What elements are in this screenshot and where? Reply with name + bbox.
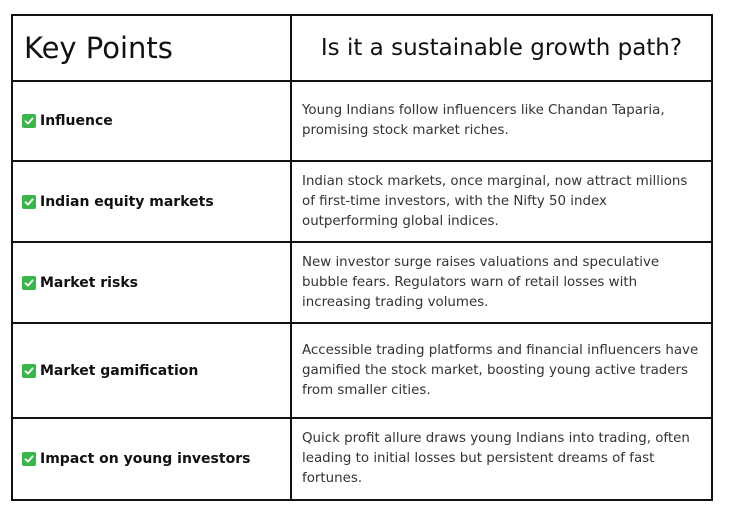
key-point-label: Market gamification [40, 362, 199, 379]
description-cell [291, 81, 712, 161]
key-point-cell [12, 81, 291, 161]
key-point-cell [12, 418, 291, 500]
table-row [12, 418, 712, 500]
description-cell [291, 323, 712, 418]
key-point-label: Market risks [40, 274, 138, 291]
key-point-cell [12, 323, 291, 418]
key-point-cell [12, 161, 291, 242]
table-row [12, 323, 712, 418]
key-point-label: Indian equity markets [40, 193, 214, 210]
key-points-table [11, 14, 713, 501]
key-point-label: Influence [40, 113, 113, 129]
description-cell [291, 418, 712, 500]
check-mark-icon [22, 195, 36, 209]
table-row [12, 81, 712, 161]
description-text: Young Indians follow influencers like Chandan Taparia, promising stock market riches. [302, 103, 665, 138]
description-cell [291, 161, 712, 242]
check-mark-icon [22, 452, 36, 466]
table-header-row [12, 15, 712, 81]
key-point-label: Impact on young investors [40, 451, 251, 467]
check-mark-icon [22, 114, 36, 128]
key-points-heading: Key Points [12, 15, 291, 81]
table-row [12, 161, 712, 242]
check-mark-icon [22, 364, 36, 378]
key-point-cell [12, 242, 291, 323]
description-text: Accessible trading platforms and financial influencers have gamified the stock market, boosting young active traders from smaller cities. [302, 342, 699, 398]
description-text: New investor surge raises valuations and speculative bubble fears. Regulators warn of retail losses with increasing trading volumes. [302, 254, 660, 310]
check-mark-icon [22, 276, 36, 290]
description-text: Indian stock markets, once marginal, now attract millions of first-time investors, with the Nifty 50 index outperforming global indices. [302, 173, 688, 229]
sustainable-growth-heading: Is it a sustainable growth path? [291, 15, 712, 81]
description-text: Quick profit allure draws young Indians into trading, often leading to initial losses but persistent dreams of fast fortunes. [302, 431, 690, 486]
table-row [12, 242, 712, 323]
description-cell [291, 242, 712, 323]
